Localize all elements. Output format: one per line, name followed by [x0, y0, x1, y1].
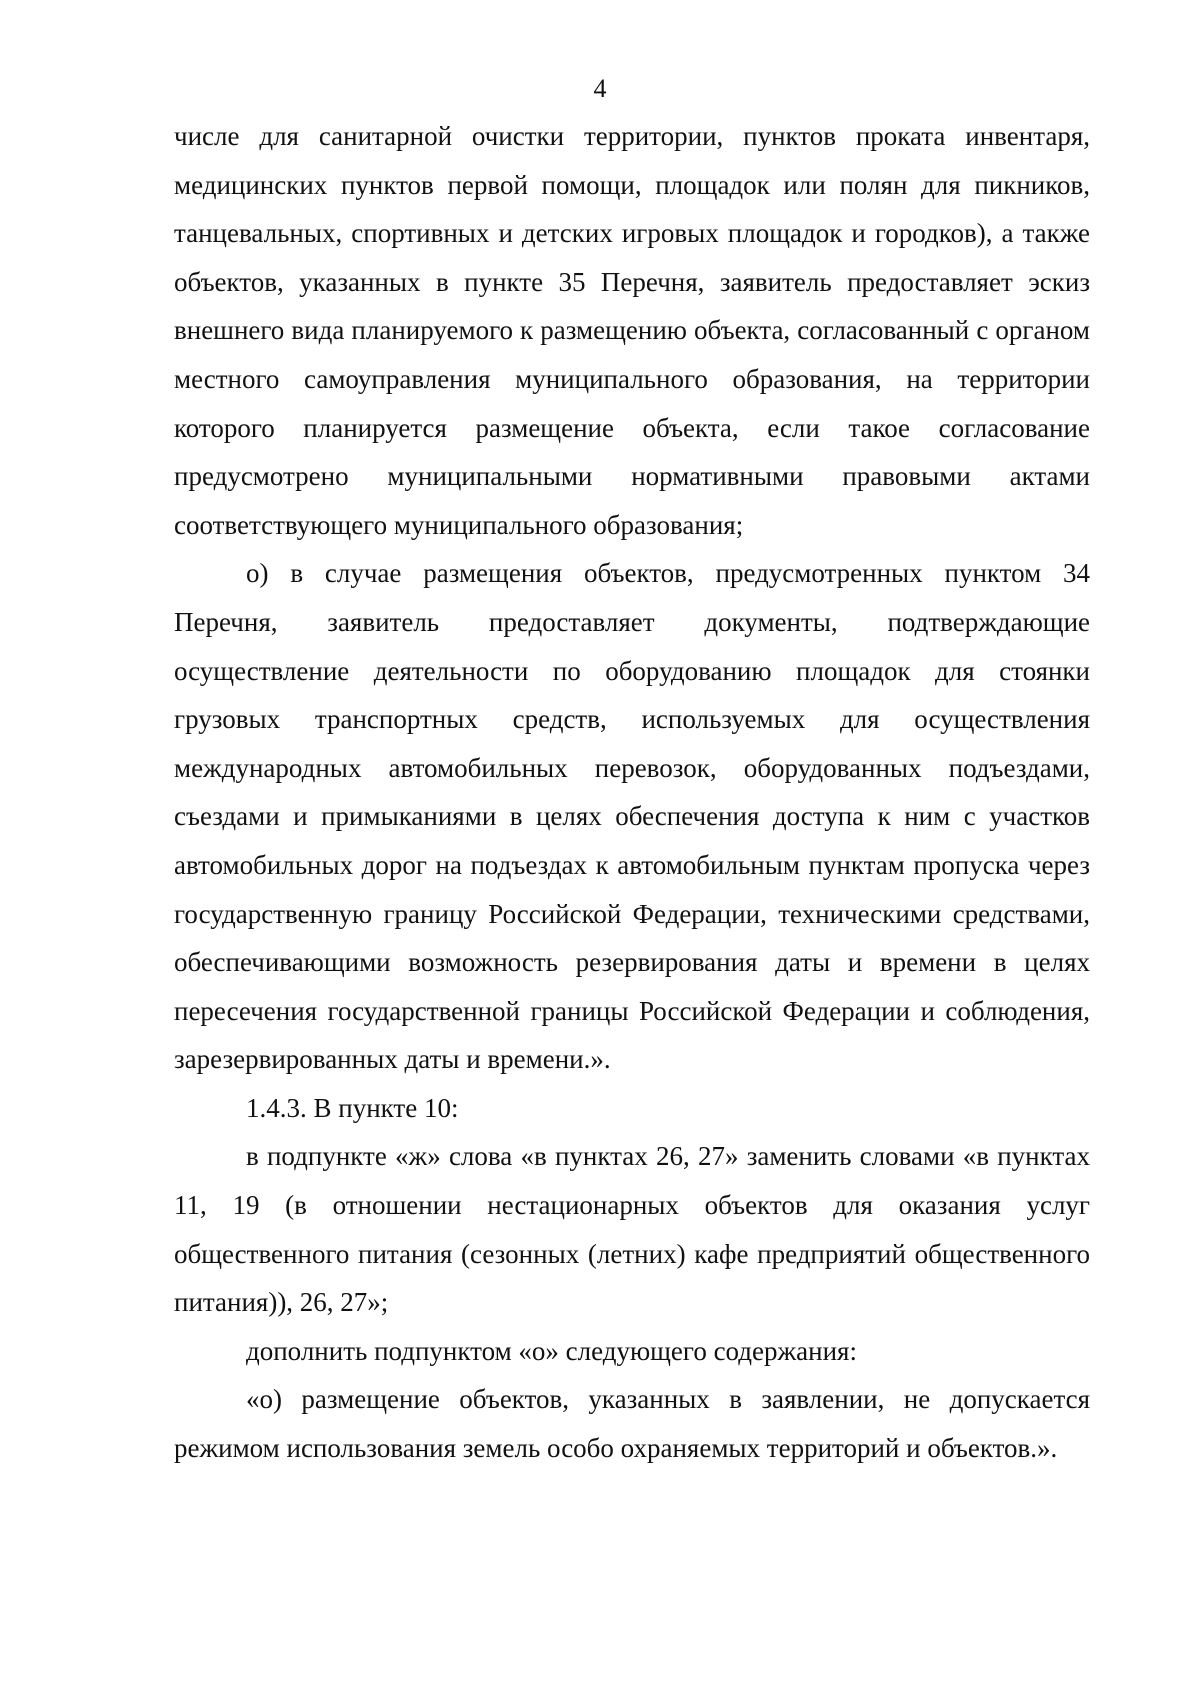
- paragraph-add-subitem: дополнить подпунктом «о» следующего содержания:: [246, 1335, 857, 1366]
- paragraph-continuation: числе для санитарной очистки территории, пунктов проката инвентаря, медицинских пунктов первой помощи, площадок или полян для пикников, танцевальных, спортивных и детских игровых площадок и городков), а также объектов, указанных в пункте 35 Перечня, заявитель предоставляет эскиз внешнего вида планируемого к размещению объекта, согласованный с органом местного самоуправления муниципального образования, на территории которого планируется размещение объекта, если такое согласование предусмотрено муниципальными нормативными правовыми актами соответствующего муниципального образования;: [174, 121, 1090, 540]
- paragraph-new-subitem-o: «о) размещение объектов, указанных в заявлении, не допускается режимом использования земель особо охраняемых территорий и объектов.».: [174, 1384, 1090, 1464]
- document-body: [174, 112, 1090, 1473]
- paragraph-amendment-zh: в подпункте «ж» слова «в пунктах 26, 27» заменить словами «в пунктах 11, 19 (в отношении нестационарных объектов для оказания услуг общественного питания (сезонных (летних) кафе предприятий общественного питания)), 26, 27»;: [174, 1141, 1090, 1318]
- paragraph-subitem-o: о) в случае размещения объектов, предусмотренных пунктом 34 Перечня, заявитель предоставляет документы, подтверждающие осуществление деятельности по оборудованию площадок для стоянки грузовых транспортных средств, используемых для осуществления международных автомобильных перевозок, оборудованных подъездами, съездами и примыканиями в целях обеспечения доступа к ним с участков автомобильных дорог на подъездах к автомобильным пунктам пропуска через государственную границу Российской Федерации, техническими средствами, обеспечивающими возможность резервирования даты и времени в целях пересечения государственной границы Российской Федерации и соблюдения, зарезервированных даты и времени.».: [174, 558, 1090, 1075]
- page-number: 4: [593, 74, 607, 103]
- paragraph-section-heading: 1.4.3. В пункте 10:: [246, 1092, 459, 1123]
